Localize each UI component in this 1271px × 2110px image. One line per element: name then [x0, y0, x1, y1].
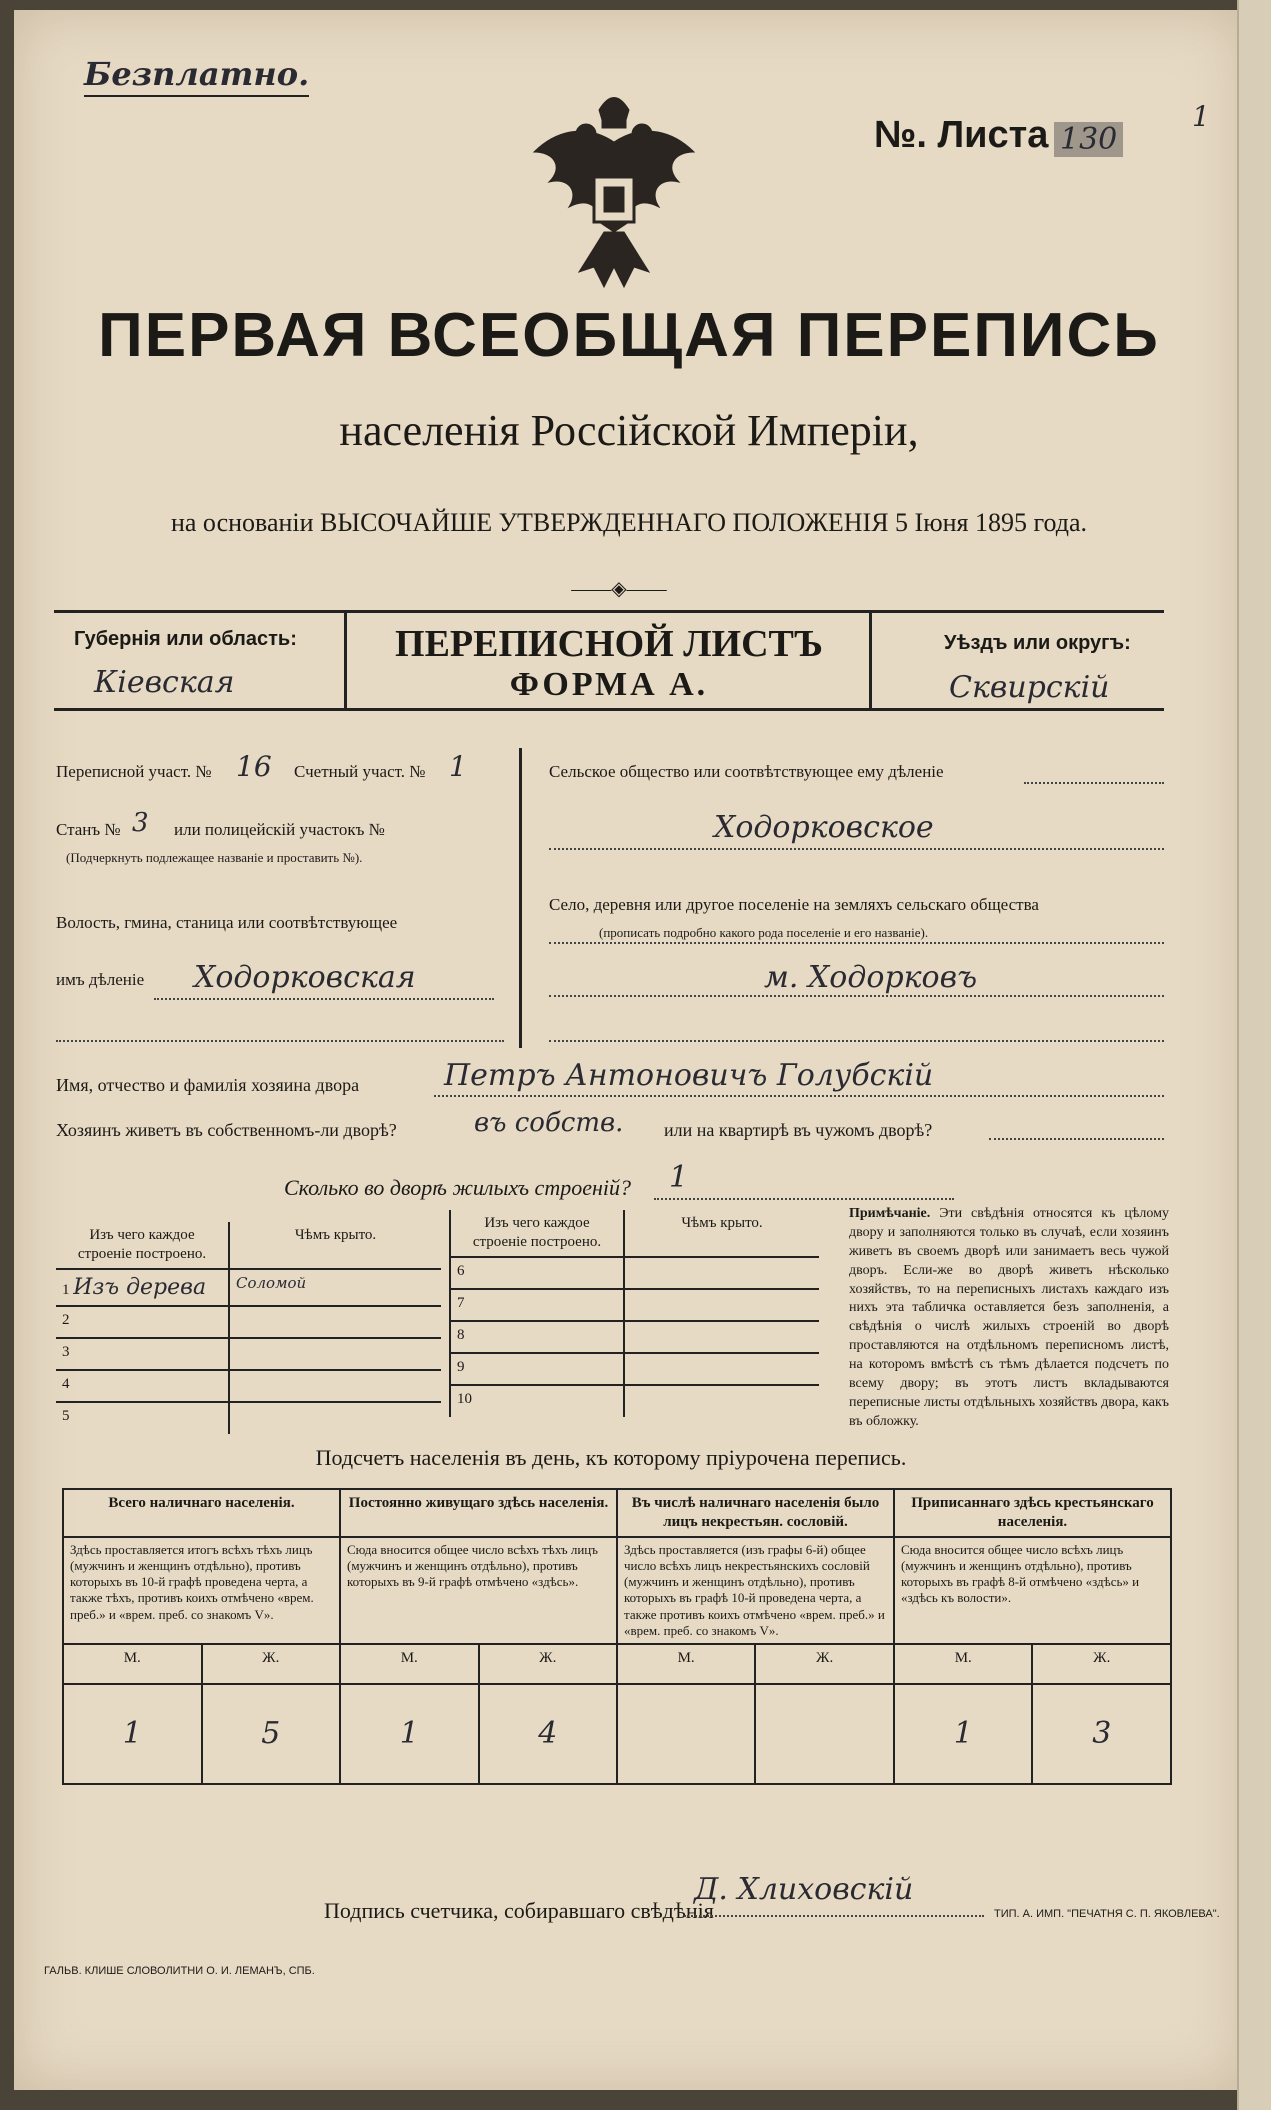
tally-c2-zh: 4: [479, 1684, 618, 1784]
row-material: Изъ дерева: [73, 1274, 207, 1300]
count-section-value: 1: [449, 750, 467, 783]
stan-value: 3: [132, 808, 149, 838]
tally-c4-m: 1: [894, 1684, 1033, 1784]
tally-c3-m: [617, 1684, 755, 1784]
rule: [519, 748, 522, 1048]
tally-col4-head: Приписаннаго здѣсь крестьянскаго населенія.: [894, 1489, 1171, 1537]
tally-c2-m: 1: [340, 1684, 479, 1784]
census-section-value: 16: [236, 750, 272, 783]
tally-zh-header: Ж.: [202, 1644, 341, 1684]
tally-m-header: М.: [894, 1644, 1033, 1684]
coat-of-arms-emblem: [524, 82, 704, 302]
note-block: [849, 1205, 1169, 1432]
tally-zh-header: Ж.: [755, 1644, 894, 1684]
row-number: 7: [450, 1289, 624, 1321]
row-roof: [229, 1306, 441, 1338]
sheet-no-label: №. Листа: [874, 114, 1049, 156]
buildings-table-right: [449, 1210, 819, 1417]
stan-label: Станъ №: [56, 820, 121, 839]
tally-c1-zh: 5: [202, 1684, 341, 1784]
district-label: Уѣздъ или округъ:: [944, 632, 1131, 654]
buildings-table-left: [56, 1222, 441, 1434]
buildings-label: Сколько во дворѣ жилыхъ строеній?: [284, 1175, 631, 1200]
basis-line: на основаніи ВЫСОЧАЙШЕ УТВЕРЖДЕННАГО ПОЛОЖЕНІЯ 5 Іюня 1895 года.: [170, 508, 1088, 537]
tally-title: Подсчетъ населенія въ день, къ которому пріурочена перепись.: [315, 1445, 907, 1470]
province-value: Кіевская: [94, 665, 235, 700]
tally-c4-zh: 3: [1032, 1684, 1171, 1784]
tally-col1-head: Всего наличнаго населенія.: [63, 1489, 340, 1537]
rule: [54, 708, 1164, 711]
row-roof: [229, 1338, 441, 1370]
main-title: ПЕРВАЯ ВСЕОБЩАЯ ПЕРЕПИСЬ: [98, 301, 1160, 370]
row-number: 3: [56, 1338, 229, 1370]
tally-m-header: М.: [63, 1644, 202, 1684]
row-number: 9: [450, 1353, 624, 1385]
row-number: 5: [56, 1402, 229, 1434]
sheet-no-value: 130: [1054, 122, 1123, 157]
society-line: [1024, 782, 1164, 784]
village-value: м. Ходорковъ: [764, 960, 978, 995]
free-label: Безплатно.: [84, 55, 309, 97]
village-line: [549, 942, 1164, 944]
tally-col3-text: Здѣсь проставляется (изъ графы 6-й) общее число всѣхъ лицъ некрестьянскихъ сословій (мужчинъ и женщинъ отдѣльно), противъ которыхъ въ графѣ 10-й проведена черта, а также противъ коихъ отмѣчено «врем. преб.» и «врем. преб. со знакомъ V».: [617, 1537, 894, 1645]
owner-name-label: Имя, отчество и фамилія хозяина двора: [56, 1075, 360, 1095]
ornament-divider: ——◈——: [571, 578, 667, 600]
village-note: (прописать подробно какого рода поселеніе и его названіе).: [599, 925, 929, 940]
tally-m-header: М.: [340, 1644, 479, 1684]
form-type: ФОРМА А.: [509, 666, 709, 703]
rule: [54, 610, 1164, 613]
page-edge: [1237, 0, 1271, 2110]
rule: [869, 610, 872, 710]
volost-line: [154, 998, 494, 1000]
col-roof-header: Чѣмъ крыто.: [229, 1222, 441, 1269]
form-title: ПЕРЕПИСНОЙ ЛИСТЪ: [395, 623, 823, 665]
tally-m-header: М.: [617, 1644, 755, 1684]
row-roof: [624, 1257, 819, 1289]
row-number: 10: [450, 1385, 624, 1417]
tally-c1-m: 1: [63, 1684, 202, 1784]
row-roof: [229, 1402, 441, 1434]
row-number: 6: [450, 1257, 624, 1289]
tally-c3-zh: [755, 1684, 894, 1784]
volost-line-2: [56, 1040, 504, 1042]
tally-table: [62, 1488, 1172, 1785]
row-roof: [624, 1385, 819, 1417]
owner-lives-label: Хозяинъ живетъ въ собственномъ-ли дворѣ?: [56, 1120, 397, 1140]
tally-col2-text: Сюда вносится общее число всѣхъ тѣхъ лицъ (мужчинъ и женщинъ отдѣльно), противъ которыхъ въ 9-й графѣ отмѣчено «здѣсь».: [340, 1537, 617, 1645]
owner-lives-value: въ собств.: [474, 1108, 624, 1138]
subtitle: населенія Россійской Имперіи,: [339, 406, 919, 455]
society-value: Ходорковское: [714, 810, 934, 845]
tally-zh-header: Ж.: [479, 1644, 618, 1684]
row-roof: [624, 1289, 819, 1321]
district-value: Сквирскій: [949, 670, 1110, 705]
note-text: Эти свѣдѣнія относятся къ цѣлому двору и заполняются только въ случаѣ, если хозяинъ живетъ въ своемъ дворѣ или занимаетъ весь чужой дворъ. Если-же во дворѣ живетъ нѣсколько хозяйствъ, то на переписныхъ листахъ каждаго изъ нихъ эта табличка оставляется безъ заполненія, а свѣдѣнія о числѣ жилыхъ строеній во дворѣ проставляются на отдѣльномъ переписномъ листѣ, на которомъ вмѣстѣ съ тѣмъ дѣлается подсчетъ по всему двору; въ этотъ листъ вкладываются переписные листы отдѣльныхъ хозяйствъ двора, какъ въ обложку.: [849, 1206, 1169, 1429]
volost-value: Ходорковская: [194, 960, 416, 995]
col-roof-header: Чѣмъ крыто.: [624, 1210, 819, 1257]
police-label: или полицейскій участокъ №: [174, 820, 385, 839]
owner-name-value: Петръ Антоновичъ Голубскій: [444, 1058, 934, 1093]
signature-value: Д. Хлиховскій: [694, 1872, 914, 1907]
village-label: Село, деревня или другое поселеніе на земляхъ сельскаго общества: [549, 895, 1039, 914]
stan-note: (Подчеркнуть подлежащее названіе и проставить №).: [66, 850, 363, 865]
row-number: 4: [56, 1370, 229, 1402]
row-roof: [624, 1321, 819, 1353]
row-roof: [229, 1370, 441, 1402]
row-roof: Соломой: [229, 1269, 441, 1307]
col-material-header: Изъ чего каждое строеніе построено.: [450, 1210, 624, 1257]
tally-zh-header: Ж.: [1032, 1644, 1171, 1684]
province-label: Губернія или область:: [74, 628, 297, 650]
buildings-line: [654, 1198, 954, 1200]
census-sheet: [14, 10, 1244, 2090]
signature-label: Подпись счетчика, собиравшаго свѣдѣнія: [324, 1898, 714, 1923]
owner-name-line: [434, 1095, 1164, 1097]
society-label: Сельское общество или соотвѣтствующее ему дѣленіе: [549, 762, 944, 781]
row-roof: [624, 1353, 819, 1385]
tally-col3-head: Въ числѣ наличнаго населенія было лицъ некрестьян. сословій.: [617, 1489, 894, 1537]
census-section-label: Переписной участ. №: [56, 762, 212, 781]
volost-label-2: имъ дѣленіе: [56, 970, 145, 989]
col-material-header: Изъ чего каждое строеніе построено.: [56, 1222, 229, 1269]
volost-label: Волость, гмина, станица или соотвѣтствующее: [56, 913, 398, 932]
footer-left: ГАЛЬВ. КЛИШЕ СЛОВОЛИТНИ О. И. ЛЕМАНЪ, СПБ.: [44, 1965, 315, 1977]
tally-col1-text: Здѣсь проставляется итогъ всѣхъ тѣхъ лицъ (мужчинъ и женщинъ отдѣльно), противъ которыхъ въ 10-й графѣ проведена черта, а также тѣхъ, противъ коихъ отмѣчено «врем. преб.» и «врем. преб. со знакомъ V».: [63, 1537, 340, 1645]
owner-or-line: [989, 1138, 1164, 1140]
page-mark: 1: [1192, 100, 1210, 133]
footer-right: ТИП. А. ИМП. "ПЕЧАТНЯ С. П. ЯКОВЛЕВА".: [994, 1908, 1220, 1920]
row-number: 2: [56, 1306, 229, 1338]
buildings-value: 1: [669, 1160, 689, 1195]
tally-col4-text: Сюда вносится общее число всѣхъ лицъ (мужчинъ и женщинъ отдѣльно), противъ которыхъ въ графѣ 8-й отмѣчено «здѣсь» и «здѣсь къ волости».: [894, 1537, 1171, 1645]
society-line-2: [549, 848, 1164, 850]
tally-col2-head: Постоянно живущаго здѣсь населенія.: [340, 1489, 617, 1537]
row-number: 1: [62, 1281, 70, 1298]
village-line-2: [549, 995, 1164, 997]
signature-line: [684, 1915, 984, 1917]
owner-or-label: или на квартирѣ въ чужомъ дворѣ?: [664, 1120, 933, 1140]
rule: [344, 610, 347, 710]
note-title: Примѣчаніе.: [849, 1206, 931, 1221]
row-number: 8: [450, 1321, 624, 1353]
count-section-label: Счетный участ. №: [294, 762, 426, 781]
village-line-3: [549, 1040, 1164, 1042]
